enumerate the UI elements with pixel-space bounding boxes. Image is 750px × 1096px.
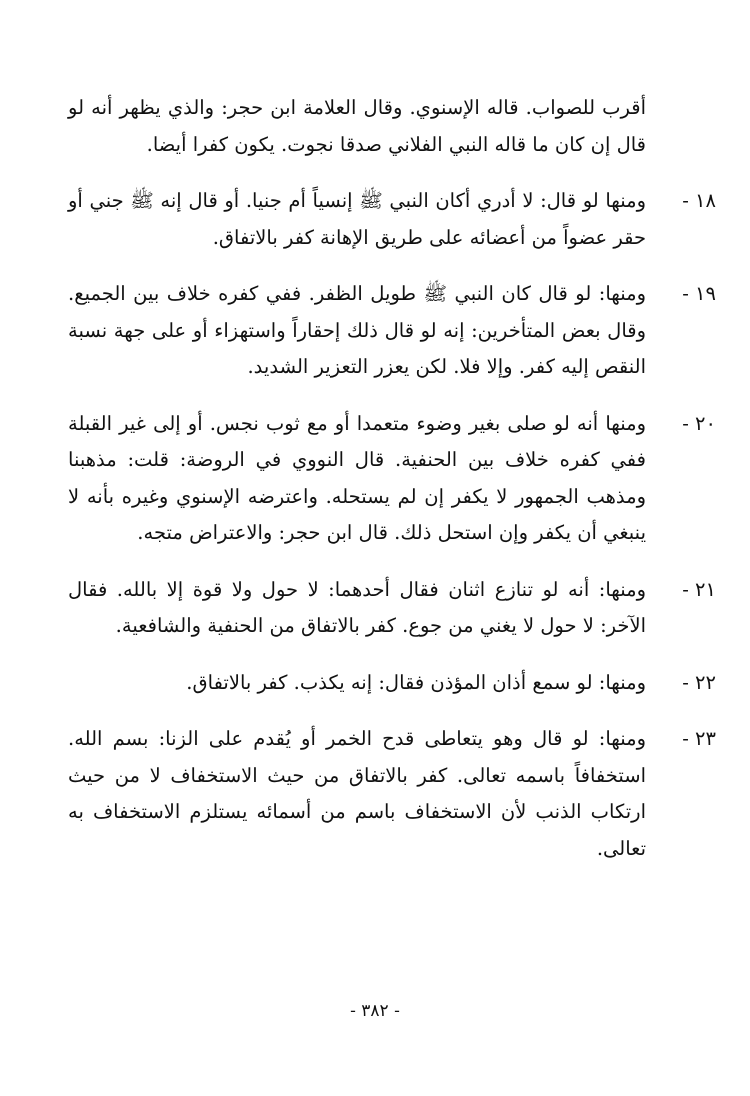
item-number: ١٩ - (682, 282, 716, 305)
item-number: ٢٠ - (682, 411, 716, 435)
list-item-23 (60, 721, 716, 867)
page-content (60, 90, 716, 887)
item-text: ومنها: لو قال وهو يتعاطى قدح الخمر أو يُقدم على الزنا: بسم الله. استخفافاً باسمه تعالى. كفر بالاتفاق من حيث الاستخفاف لا من حيث ارتكاب الذنب لأن الاستخفاف باسم من أسمائه يستلزم الاستخفاف به تعالى. (68, 727, 646, 860)
item-number: ٢٢ - (682, 670, 716, 694)
item-text: ومنها أنه لو صلى بغير وضوء متعمدا أو مع ثوب نجس. أو إلى غير القبلة ففي كفره خلاف بين الحنفية. قال النووي في الروضة: قلت: مذهبنا ومذهب الجمهور لا يكفر إن لم يستحله. واعترضه الإسنوي وغيره بأنه لا ينبغي أن يكفر وإن استحل ذلك. قال ابن حجر: والاعتراض متجه. (68, 411, 646, 544)
item-text: ومنها: لو سمع أذان المؤذن فقال: إنه يكذب. كفر بالاتفاق. (186, 670, 646, 694)
item-text: ومنها: أنه لو تنازع اثنان فقال أحدهما: لا حول ولا قوة إلا بالله. فقال الآخر: لا حول لا يغني من جوع. كفر بالاتفاق من الحنفية والشافعية. (68, 577, 646, 637)
item-number: ٢٣ - (682, 727, 716, 750)
page-number: - ٣٨٢ - (350, 1001, 400, 1021)
list-item-19 (60, 276, 716, 386)
intro-paragraph: أقرب للصواب. قاله الإسنوي. وقال العلامة ابن حجر: والذي يظهر أنه لو قال إن كان ما قاله النبي الفلاني صدقا نجوت. يكون كفرا أيضا. (68, 96, 646, 156)
item-text: ومنها: لو قال كان النبي ﷺ طويل الظفر. ففي كفره خلاف بين الجميع. وقال بعض المتأخرين: إنه لو قال ذلك إحقاراً واستهزاء أو على جهة نسبة النقص إليه كفر. وإلا فلا. لكن يعزر التعزير الشديد. (68, 282, 646, 378)
item-number: ١٨ - (682, 189, 716, 212)
list-item-21 (60, 572, 716, 645)
list-item-20 (60, 406, 716, 552)
item-text: ومنها لو قال: لا أدري أكان النبي ﷺ إنسياً أم جنيا. أو قال إنه ﷺ جني أو حقر عضواً من أعضائه على طريق الإهانة كفر بالاتفاق. (68, 189, 646, 249)
list-item-22 (60, 665, 716, 702)
list-item-18 (60, 183, 716, 256)
item-number: ٢١ - (682, 577, 716, 601)
